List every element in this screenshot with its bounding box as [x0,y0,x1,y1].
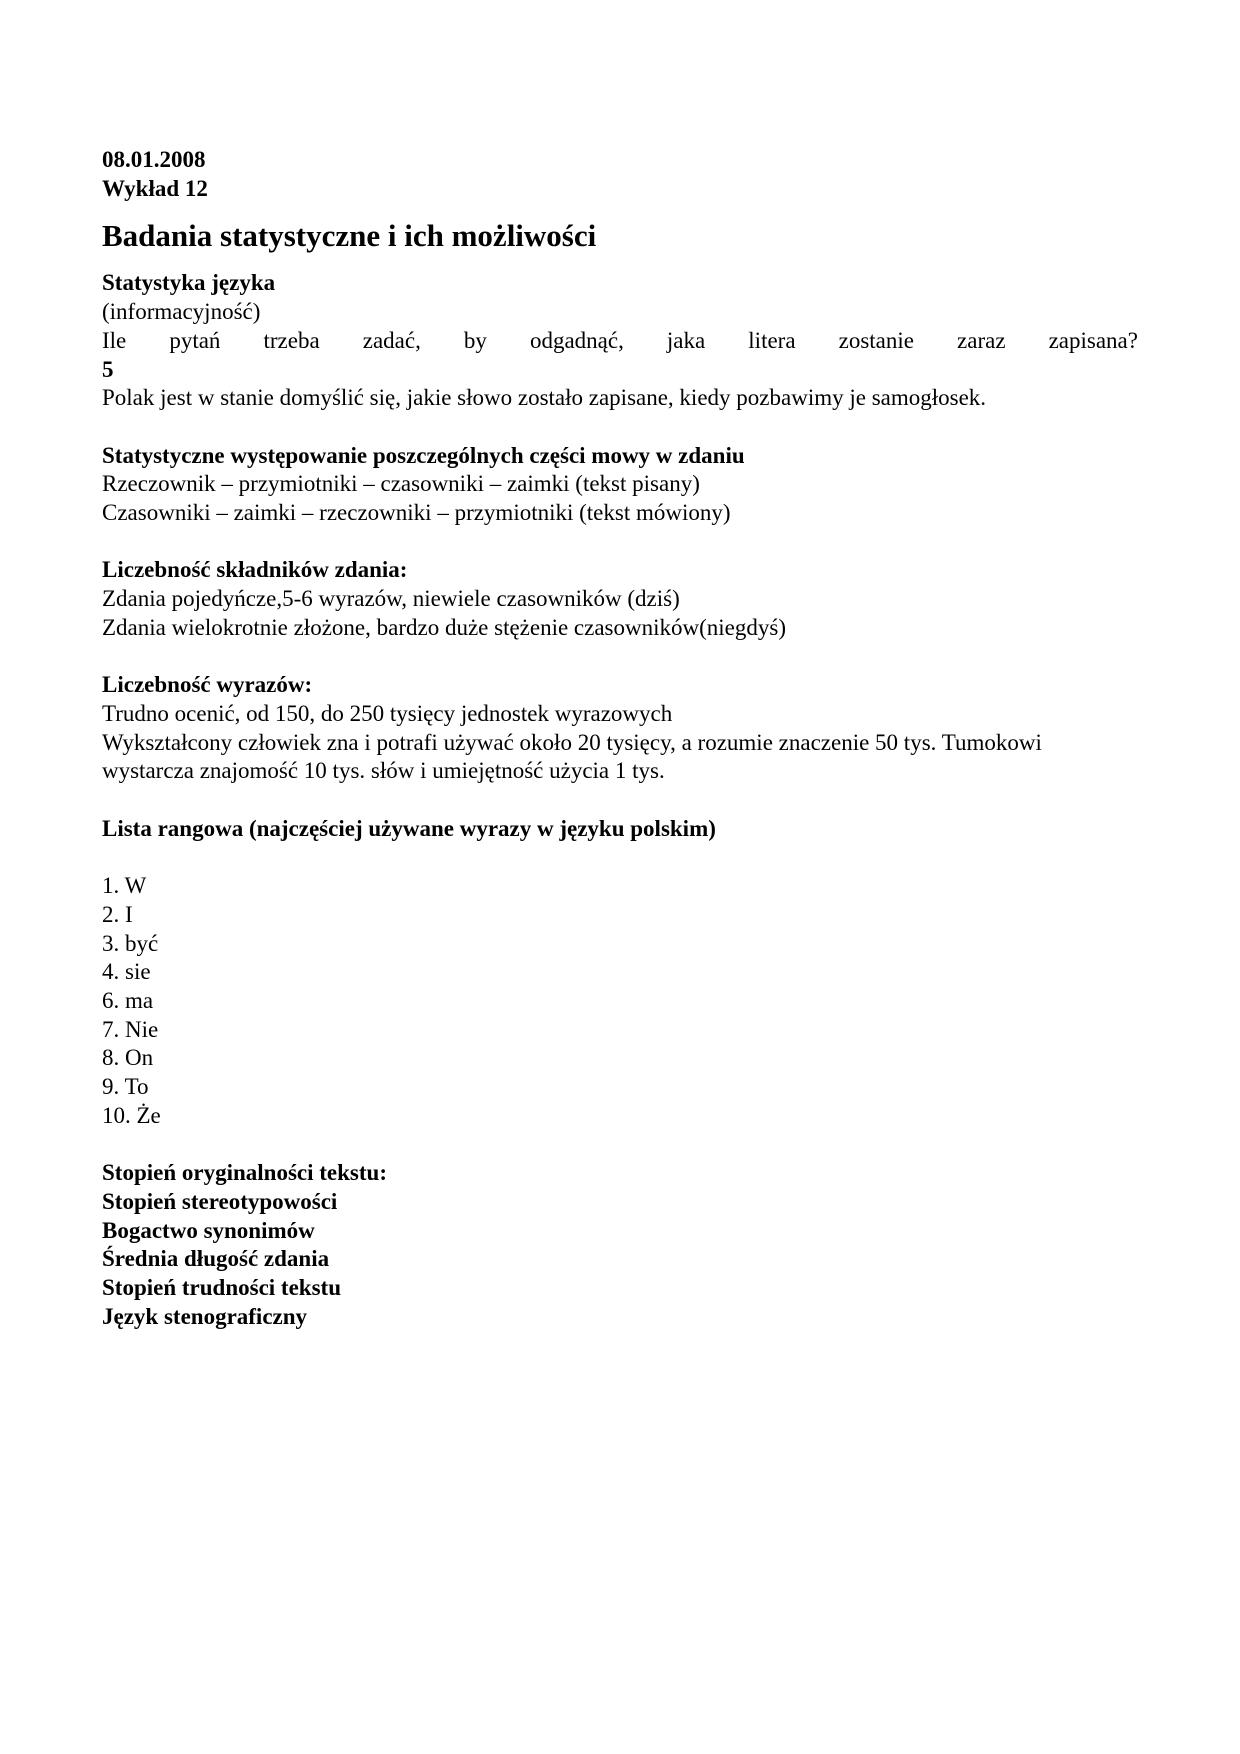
paragraph-text: Zdania pojedyńcze,5-6 wyrazów, niewiele czasowników (dziś) [102,586,680,612]
spacer [102,643,1138,672]
document-page [102,146,1138,1331]
question-word: pytań [169,327,221,353]
section-heading-rank-list: Lista rangowa (najczęściej używane wyrazy w języku polskim) [102,815,716,841]
question-word: zadać, [362,327,421,353]
list-item: 6. ma [102,987,154,1013]
question-word: zostanie [838,327,914,353]
spacer [102,413,1138,442]
list-item: 8. On [102,1045,154,1071]
section-subheading: (informacyjność) [102,299,261,325]
spacer [102,786,1138,815]
list-item: 3. być [102,930,159,956]
list-item: 7. Nie [102,1016,159,1042]
question-line [102,327,1138,356]
section-heading-statistics: Statystyka języka [102,270,276,296]
topic-line: Stopień stereotypowości [102,1188,338,1214]
question-word: by [463,327,487,353]
list-item: 10. Że [102,1102,161,1128]
paragraph-text: wystarcza znajomość 10 tys. słów i umiejętność użycia 1 tys. [102,758,665,784]
topic-line: Bogactwo synonimów [102,1217,315,1243]
question-word: odgadnąć, [529,327,624,353]
paragraph-text: Wykształcony człowiek zna i potrafi używać około 20 tysięcy, a rozumie znaczenie 50 tys. Tumokowi [102,729,1042,755]
topic-line: Język stenograficzny [102,1303,308,1329]
question-word: trzeba [263,327,320,353]
list-item: 1. W [102,873,147,899]
question-word: zapisana? [1048,327,1138,353]
question-word: jaka [666,327,706,353]
lecture-number: Wykład 12 [102,175,208,201]
document-title: Badania statystyczne i ich możliwości [102,218,597,254]
spacer [102,528,1138,557]
topic-line: Średnia długość zdania [102,1246,330,1272]
answer-value: 5 [102,356,114,382]
question-word: Ile [102,327,127,353]
question-word: litera [748,327,796,353]
document-date: 08.01.2008 [102,147,206,172]
list-item: 4. sie [102,959,151,985]
paragraph-text: Trudno ocenić, od 150, do 250 tysięcy jednostek wyrazowych [102,700,673,726]
spacer [102,1130,1138,1159]
list-item: 2. I [102,901,133,927]
section-heading-originality: Stopień oryginalności tekstu: [102,1160,387,1186]
section-heading-word-count: Liczebność wyrazów: [102,672,313,698]
topic-line: Stopień trudności tekstu [102,1274,341,1300]
spacer [102,843,1138,872]
section-heading-parts-of-speech: Statystyczne występowanie poszczególnych części mowy w zdaniu [102,442,745,468]
paragraph-text: Zdania wielokrotnie złożone, bardzo duże stężenie czasowników(niegdyś) [102,614,786,640]
rank-list [102,872,1138,1130]
paragraph-text: Polak jest w stanie domyślić się, jakie słowo zostało zapisane, kiedy pozbawimy je samogłosek. [102,385,987,411]
section-heading-sentence-components: Liczebność składników zdania: [102,557,408,583]
paragraph-text: Czasowniki – zaimki – rzeczowniki – przymiotniki (tekst mówiony) [102,500,731,526]
question-word: zaraz [957,327,1006,353]
paragraph-text: Rzeczownik – przymiotniki – czasowniki – zaimki (tekst pisany) [102,471,700,497]
list-item: 9. To [102,1074,149,1100]
